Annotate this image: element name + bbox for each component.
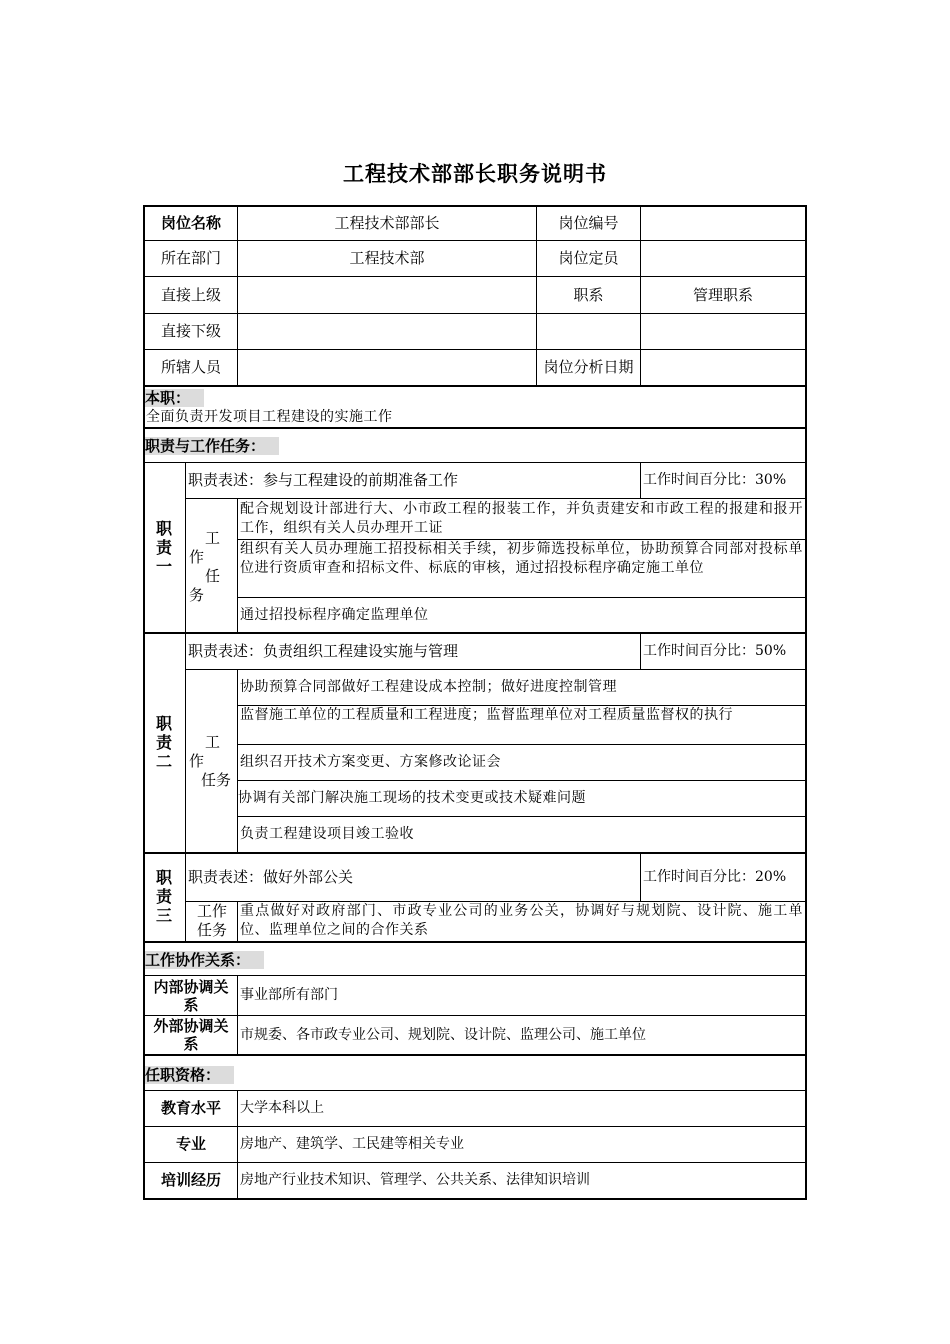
- label-department: 所在部门: [160, 249, 221, 267]
- duty-two-task: 协调有关部门解决施工现场的技术变更或技术疑难问题: [238, 790, 586, 806]
- value-position-code: [641, 206, 805, 240]
- task-label-line: 工作: [197, 902, 228, 920]
- duty-three-time-percent: 工作时间百分比：20%: [643, 869, 787, 885]
- task-label-char: 务: [216, 771, 232, 789]
- label-major: 专业: [175, 1135, 206, 1153]
- row-line: [185, 669, 807, 670]
- col-line: [237, 901, 238, 941]
- duty-one-time-percent: 工作时间百分比：30%: [643, 472, 787, 488]
- section-heading-relations: 工作协作关系：: [145, 951, 264, 969]
- task-label-char: 作: [189, 752, 205, 770]
- row-line: [237, 816, 807, 817]
- col-line: [237, 498, 238, 632]
- duty-label-char: 责: [155, 733, 172, 752]
- duty-one-description: 职责表述：参与工程建设的前期准备工作: [188, 471, 459, 489]
- duty-label-char: 二: [155, 752, 172, 771]
- page-title: 工程技术部部长职务说明书: [343, 162, 607, 186]
- row-line: [143, 427, 807, 429]
- task-label-line: 任务: [197, 921, 228, 939]
- duty-two-description: 职责表述：负责组织工程建设实施与管理: [188, 642, 459, 660]
- value-staff: [238, 350, 536, 385]
- duty-three-task: 重点做好对政府部门、市政专业公司的业务公关，协调好与规划院、设计院、施工单位、监理单位之间的合作关系: [240, 903, 803, 938]
- label-education: 教育水平: [160, 1099, 221, 1117]
- duty-label-char: 责: [155, 538, 172, 557]
- value-external-coordination: 市规委、各市政专业公司、规划院、设计院、监理公司、施工单位: [240, 1026, 646, 1043]
- label-direct-subordinate: 直接下级: [160, 322, 221, 340]
- row-line: [143, 1054, 807, 1056]
- duty-label-char: 职: [155, 519, 172, 538]
- value-training: 房地产行业技术知识、管理学、公共关系、法律知识培训: [240, 1172, 590, 1188]
- value-job-series: 管理职系: [692, 285, 753, 304]
- label-position-name: 岗位名称: [160, 213, 221, 232]
- duty-label-char: 三: [155, 906, 172, 925]
- row-line: [237, 597, 807, 598]
- task-label-pair: [201, 771, 231, 790]
- col-line: [237, 669, 238, 852]
- value-position-quota: [641, 241, 805, 276]
- section-heading-duties: 职责与工作任务：: [145, 437, 279, 455]
- label-staff: 所辖人员: [160, 358, 221, 376]
- task-label-char: 工: [205, 733, 221, 751]
- label-training: 培训经历: [160, 1171, 221, 1189]
- duty-three-description: 职责表述：做好外部公关: [188, 868, 354, 886]
- value-department: 工程技术部: [349, 249, 425, 267]
- task-label-char: 任: [201, 771, 217, 789]
- label-direct-superior: 直接上级: [160, 285, 221, 304]
- row-line: [237, 780, 807, 781]
- duty-one-task: 组织有关人员办理施工招投标相关手续，初步筛选投标单位，协助预算合同部对投标单位进行资质审查和招标文件、标底的审核，通过招投标程序确定施工单位: [240, 541, 803, 576]
- duty-three-label: [154, 868, 174, 925]
- duty-two-task: 监督施工单位的工程质量和工程进度；监督监理单位对工程质量监督权的执行: [240, 707, 733, 723]
- row-line: [143, 941, 807, 943]
- value-direct-subordinate: [238, 314, 536, 349]
- value-direct-superior: [238, 277, 536, 313]
- section-heading-qualifications: 任职资格：: [145, 1066, 234, 1084]
- row-line: [185, 498, 807, 499]
- value-major: 房地产、建筑学、工民建等相关专业: [240, 1136, 464, 1152]
- duty-two-time-percent: 工作时间百分比：50%: [643, 643, 787, 659]
- value-analysis-date: [641, 350, 805, 385]
- duty-label-char: 一: [155, 557, 172, 576]
- label-job-series: 职系: [573, 285, 604, 304]
- task-label-char: 工: [205, 529, 221, 547]
- value-internal-coordination: 事业部所有部门: [240, 987, 338, 1003]
- duty-two-label: [154, 714, 174, 771]
- duty-one-task: 配合规划设计部进行大、小市政工程的报装工作，并负责建安和市政工程的报建和报开工作，组织有关人员办理开工证: [240, 501, 803, 536]
- task-label-char: 作: [189, 548, 205, 566]
- duty-label-char: 职: [155, 714, 172, 733]
- duty-one-label: [154, 519, 174, 576]
- main-duty-text: 全面负责开发项目工程建设的实施工作: [146, 409, 393, 425]
- duty-label-char: 责: [155, 887, 172, 906]
- label-position-quota: 岗位定员: [558, 249, 619, 267]
- task-label-char: 任: [205, 567, 221, 585]
- duty-two-task: 负责工程建设项目竣工验收: [240, 826, 414, 842]
- task-label-char: 务: [189, 586, 205, 604]
- duty-two-task: 协助预算合同部做好工程建设成本控制；做好进度控制管理: [240, 679, 617, 695]
- label-internal-coordination: 内部协调关系: [153, 977, 229, 1014]
- label-position-code: 岗位编号: [558, 213, 619, 232]
- row-line: [143, 385, 807, 387]
- row-line: [237, 744, 807, 745]
- section-heading-main-duty: 本职：: [145, 389, 204, 407]
- label-analysis-date: 岗位分析日期: [543, 358, 634, 376]
- duty-one-task: 通过招投标程序确定监理单位: [240, 607, 429, 623]
- duty-label-char: 职: [155, 868, 172, 887]
- duty-two-task: 组织召开技术方案变更、方案修改论证会: [240, 754, 501, 770]
- value-education: 大学本科以上: [240, 1100, 324, 1116]
- value-position-name: 工程技术部部长: [334, 213, 440, 232]
- empty-cell: [537, 314, 640, 349]
- label-external-coordination: 外部协调关系: [153, 1017, 229, 1053]
